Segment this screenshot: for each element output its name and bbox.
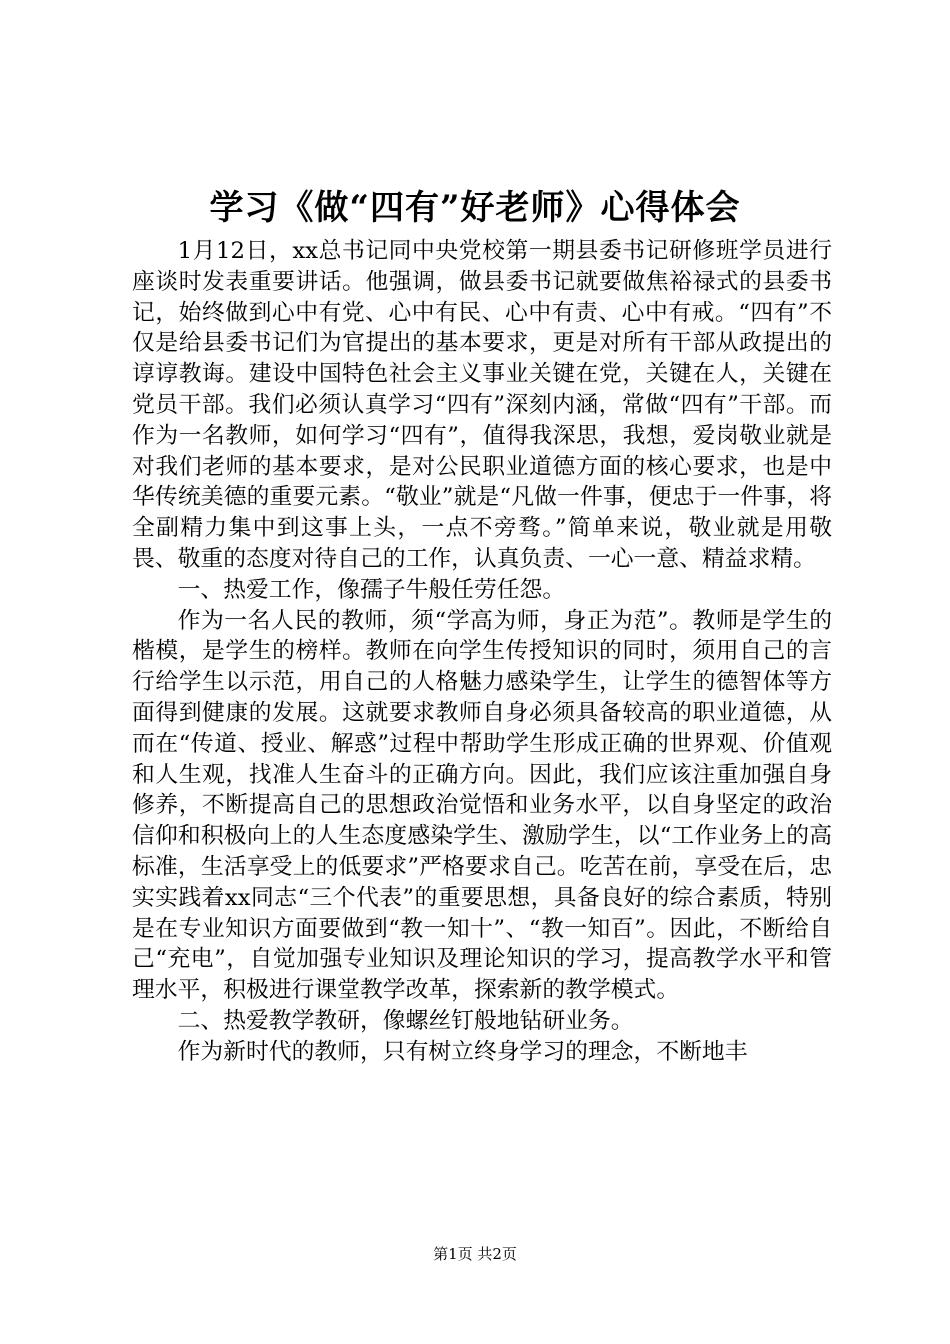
- paragraph-section-2: 作为新时代的教师，只有树立终身学习的理念，不断地丰: [177, 1038, 748, 1065]
- paragraph-section-1: 作为一名人民的教师，须“学高为师，身正为范”。教师是学生的楷模，是学生的榜样。教师在向学生传授知识的同时，须用自己的言行给学生以示范，用自己的人格魅力感染学生，让学生的德智体等方面得到健康的发展。这就要求教师自身必须具备较高的职业道德，从而在“传道、授业、解惑”过程中帮助学生形成正确的世界观、价值观和人生观，找准人生奋斗的正确方向。因此，我们应该注重加强自身修养，不断提高自己的思想政治觉悟和业务水平，以自身坚定的政治信仰和积极向上的人生态度感染学生、激励学生，以“工作业务上的高标准，生活享受上的低要求”严格要求自己。吃苦在前，享受在后，忠实实践着xx同志“三个代表”的重要思想，具备良好的综合素质，特别是在专业知识方面要做到“教一知十”、“教一知百”。因此，不断给自己“充电”，自觉加强专业知识及理论知识的学习，提高教学水平和管理水平，积极进行课堂教学改革，探索新的教学模式。: [132, 607, 832, 1004]
- section-heading-2: 二、热爱教学教研，像螺丝钉般地钻研业务。: [177, 1007, 634, 1034]
- document-body: [132, 236, 832, 1068]
- section-heading-1: 一、热爱工作，像孺子牛般任劳任怨。: [177, 576, 566, 603]
- page-title: 学习《做“四有”好老师》心得体会: [209, 188, 741, 228]
- paragraph-intro: 1月12日，xx总书记同中央党校第一期县委书记研修班学员进行座谈时发表重要讲话。他强调，做县委书记就要做焦裕禄式的县委书记，始终做到心中有党、心中有民、心中有责、心中有戒。“四有”不仅是给县委书记们为官提出的基本要求，更是对所有干部从政提出的谆谆教诲。建设中国特色社会主义事业关键在党，关键在人，关键在党员干部。我们必须认真学习“四有”深刻内涵，常做“四有”干部。而作为一名教师，如何学习“四有”，值得我深思，我想，爱岗敬业就是对我们老师的基本要求，是对公民职业道德方面的核心要求，也是中华传统美德的重要元素。“敬业”就是“凡做一件事，便忠于一件事，将全副精力集中到这事上头，一点不旁骛。”简单来说，敬业就是用敬畏、敬重的态度对待自己的工作，认真负责、一心一意、精益求精。: [132, 238, 832, 572]
- page-footer: 第1页 共2页: [433, 1245, 517, 1263]
